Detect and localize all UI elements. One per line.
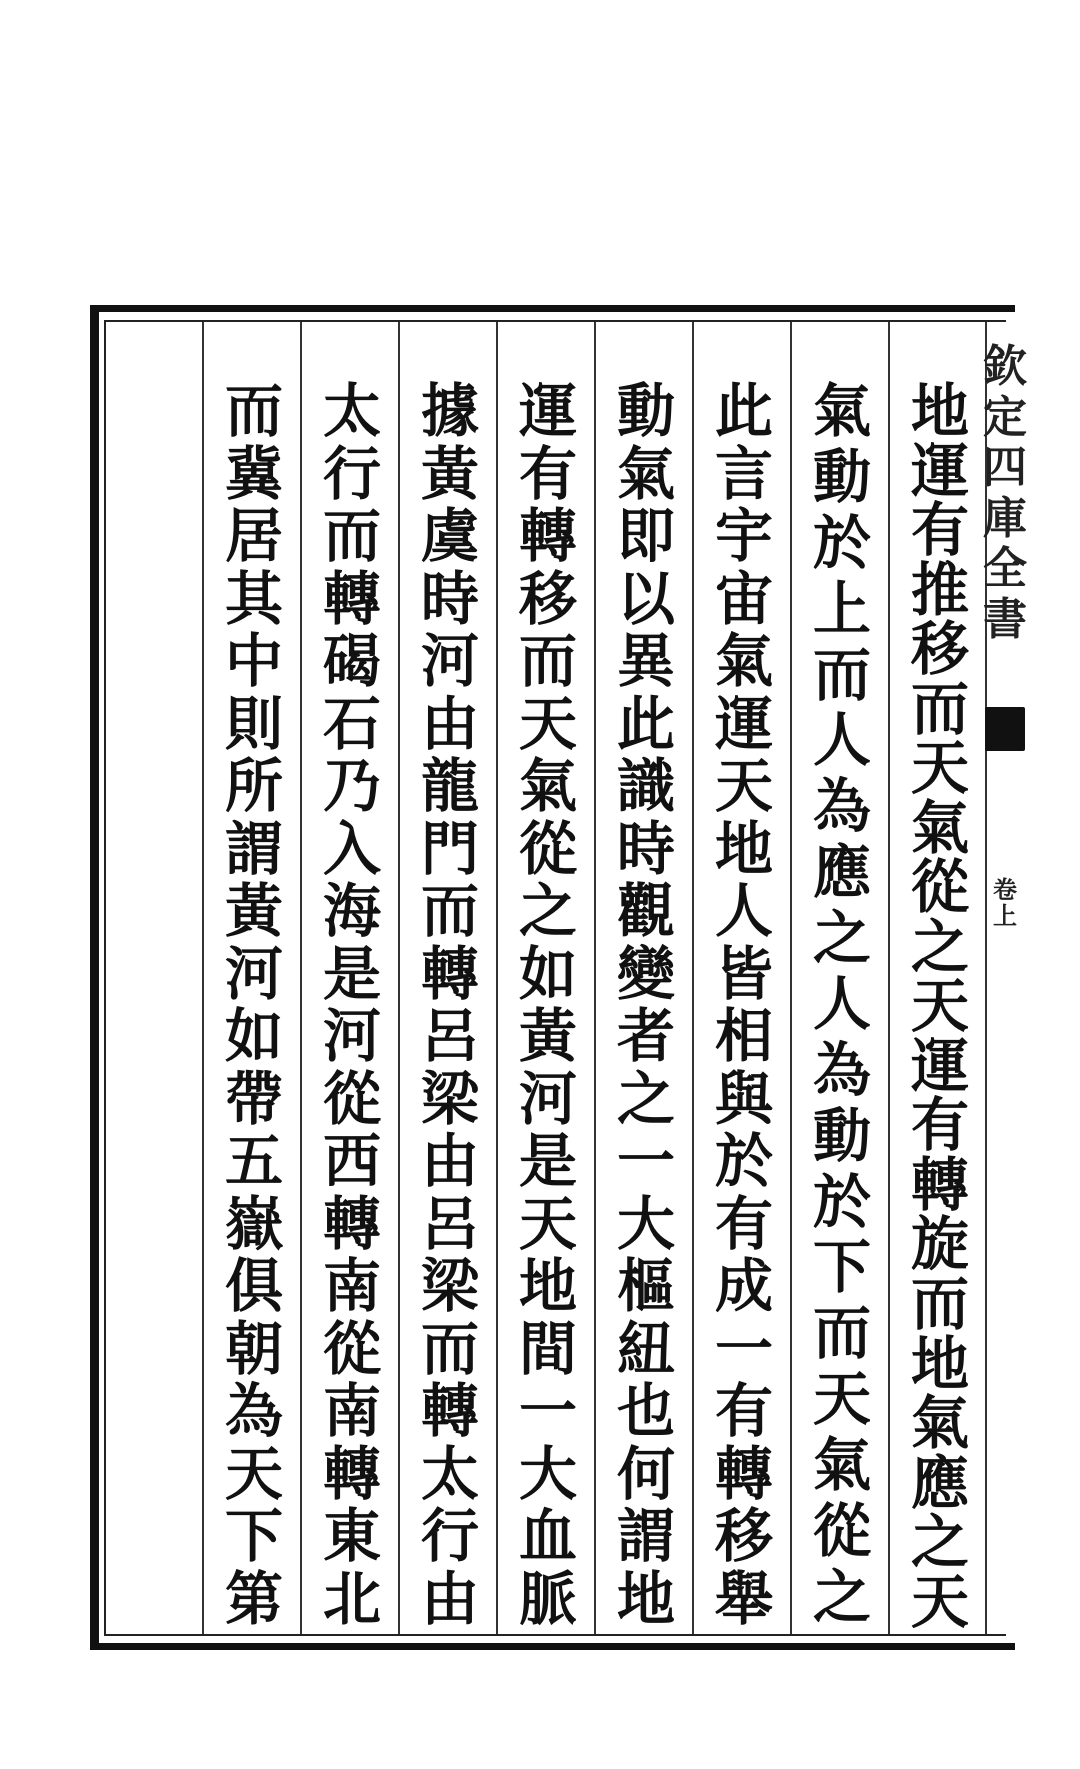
character: 變 [616, 939, 675, 1008]
character: 氣 [714, 627, 773, 695]
character: 從 [322, 1064, 381, 1133]
character: 宇 [714, 502, 773, 570]
character: 推 [910, 555, 969, 624]
character: 書 [983, 593, 1027, 645]
character: 轉 [420, 939, 479, 1008]
character: 有 [714, 1189, 773, 1258]
character: 欽 [983, 341, 1027, 392]
character: 移 [714, 1502, 773, 1570]
text-column-6 [400, 377, 500, 1633]
character: 有 [910, 1091, 969, 1160]
character: 大 [518, 1439, 577, 1508]
character: 而 [518, 627, 577, 695]
character: 而 [910, 674, 969, 743]
character: 應 [910, 1448, 969, 1517]
character: 黃 [518, 1002, 577, 1070]
character: 謂 [224, 814, 283, 883]
character: 之 [518, 877, 577, 945]
text-column-5 [498, 377, 598, 1633]
character: 動 [812, 1101, 871, 1170]
character: 乃 [322, 752, 381, 820]
character: 如 [224, 1002, 283, 1070]
character: 運 [714, 689, 773, 758]
character: 地 [518, 1252, 577, 1320]
character: 一 [518, 1377, 577, 1445]
character: 虞 [420, 502, 479, 570]
character: 樞 [616, 1252, 675, 1320]
character: 呂 [420, 1189, 479, 1258]
character: 天 [910, 972, 969, 1041]
character: 據 [420, 377, 479, 445]
character: 卷 [993, 875, 1017, 904]
character: 之 [812, 1562, 871, 1631]
character: 石 [322, 689, 381, 758]
character: 之 [812, 904, 871, 972]
character: 冀 [224, 439, 283, 508]
character: 動 [812, 442, 871, 511]
character: 移 [910, 615, 969, 684]
text-column-8 [204, 377, 304, 1633]
character: 是 [322, 939, 381, 1008]
character: 入 [322, 814, 381, 883]
character: 西 [322, 1127, 381, 1195]
character: 行 [322, 439, 381, 508]
character: 相 [714, 1002, 773, 1070]
character: 轉 [518, 502, 577, 570]
character: 由 [420, 689, 479, 758]
character: 氣 [812, 377, 871, 445]
character: 言 [714, 439, 773, 508]
character: 此 [616, 689, 675, 758]
character: 識 [616, 752, 675, 820]
character: 天 [910, 1567, 969, 1636]
character: 與 [714, 1064, 773, 1133]
character: 氣 [910, 793, 969, 862]
character: 朝 [224, 1314, 283, 1383]
character: 門 [420, 814, 479, 883]
character: 運 [518, 377, 577, 445]
character: 為 [812, 1035, 871, 1104]
character: 之 [910, 912, 969, 981]
text-column-4 [596, 377, 696, 1633]
character: 紐 [616, 1314, 675, 1383]
character: 南 [322, 1377, 381, 1445]
character: 下 [224, 1502, 283, 1570]
character: 太 [322, 377, 381, 445]
character: 地 [910, 377, 969, 445]
character: 於 [714, 1127, 773, 1195]
character: 宙 [714, 564, 773, 633]
character: 轉 [910, 1150, 969, 1219]
character: 謂 [616, 1502, 675, 1570]
character: 從 [910, 853, 969, 922]
character: 其 [224, 564, 283, 633]
character: 而 [812, 1299, 871, 1368]
character: 從 [812, 1496, 871, 1565]
character: 血 [518, 1502, 577, 1570]
book-title [985, 342, 1025, 646]
character: 一 [714, 1314, 773, 1383]
character: 從 [322, 1314, 381, 1383]
character: 一 [616, 1127, 675, 1195]
character: 行 [420, 1502, 479, 1570]
character: 轉 [714, 1439, 773, 1508]
character: 地 [616, 1564, 675, 1633]
volume-label [985, 877, 1025, 930]
text-column-3 [694, 377, 794, 1633]
character: 上 [812, 574, 871, 643]
character: 時 [616, 814, 675, 883]
character: 運 [910, 436, 969, 505]
character: 太 [420, 1439, 479, 1508]
character: 居 [224, 502, 283, 570]
character: 帶 [224, 1064, 283, 1133]
character: 上 [993, 901, 1017, 931]
character: 北 [322, 1564, 381, 1633]
character: 則 [224, 689, 283, 758]
character: 何 [616, 1439, 675, 1508]
character: 河 [322, 1002, 381, 1070]
character: 由 [420, 1127, 479, 1195]
character: 之 [910, 1508, 969, 1577]
character: 地 [910, 1329, 969, 1398]
character: 全 [983, 543, 1027, 595]
character: 以 [616, 564, 675, 633]
character: 河 [420, 627, 479, 695]
fish-tail-mark [985, 707, 1025, 751]
character: 四 [983, 442, 1027, 494]
character: 從 [518, 814, 577, 883]
character: 梁 [420, 1252, 479, 1320]
character: 碣 [322, 627, 381, 695]
character: 即 [616, 502, 675, 570]
character: 所 [224, 752, 283, 820]
character: 天 [518, 1189, 577, 1258]
character: 皆 [714, 939, 773, 1008]
character: 於 [812, 508, 871, 577]
character: 有 [714, 1377, 773, 1445]
character: 地 [714, 814, 773, 883]
character: 龍 [420, 752, 479, 820]
character: 脈 [518, 1564, 577, 1633]
character: 河 [518, 1064, 577, 1133]
character: 而 [420, 877, 479, 945]
character: 此 [714, 377, 773, 445]
text-column-2 [792, 377, 892, 1632]
character: 動 [616, 377, 675, 445]
text-column-1 [890, 377, 990, 1636]
character: 天 [224, 1439, 283, 1508]
character: 嶽 [224, 1189, 283, 1258]
text-column-7 [302, 377, 402, 1633]
character: 之 [616, 1064, 675, 1133]
character: 人 [812, 706, 871, 775]
character: 海 [322, 877, 381, 945]
character: 轉 [322, 1189, 381, 1258]
character: 觀 [616, 877, 675, 945]
character: 黃 [224, 877, 283, 945]
character: 河 [224, 939, 283, 1008]
character: 俱 [224, 1252, 283, 1320]
character: 為 [224, 1377, 283, 1445]
character: 天 [714, 752, 773, 820]
character: 是 [518, 1127, 577, 1195]
character: 中 [224, 627, 283, 695]
character: 氣 [910, 1389, 969, 1458]
character: 為 [812, 772, 871, 841]
character: 而 [224, 377, 283, 445]
character: 庫 [983, 492, 1027, 544]
character: 五 [224, 1127, 283, 1195]
character: 定 [983, 391, 1027, 443]
character: 氣 [616, 439, 675, 508]
character: 而 [420, 1314, 479, 1383]
character: 移 [518, 564, 577, 633]
character: 而 [322, 502, 381, 570]
character: 而 [910, 1269, 969, 1338]
character: 呂 [420, 1002, 479, 1070]
character: 轉 [322, 564, 381, 633]
character: 由 [420, 1564, 479, 1633]
character: 東 [322, 1502, 381, 1570]
character: 下 [812, 1233, 871, 1302]
character: 天 [910, 734, 969, 803]
character: 氣 [812, 1431, 871, 1499]
character: 也 [616, 1377, 675, 1445]
character: 南 [322, 1252, 381, 1320]
character: 梁 [420, 1064, 479, 1133]
character: 第 [224, 1564, 283, 1633]
character: 而 [812, 640, 871, 709]
character: 天 [518, 689, 577, 758]
character: 有 [518, 439, 577, 508]
character: 氣 [518, 752, 577, 820]
banxin-margin [985, 322, 1025, 1634]
character: 者 [616, 1002, 675, 1070]
character: 轉 [420, 1377, 479, 1445]
character: 於 [812, 1167, 871, 1236]
character: 黃 [420, 439, 479, 508]
character: 時 [420, 564, 479, 633]
character: 成 [714, 1252, 773, 1320]
character: 天 [812, 1365, 871, 1434]
character: 間 [518, 1314, 577, 1383]
character: 旋 [910, 1210, 969, 1279]
character: 運 [910, 1031, 969, 1100]
character: 應 [812, 838, 871, 907]
character: 人 [812, 969, 871, 1038]
character: 有 [910, 496, 969, 565]
character: 異 [616, 627, 675, 695]
character: 大 [616, 1189, 675, 1258]
character: 如 [518, 939, 577, 1008]
character: 轉 [322, 1439, 381, 1508]
character: 人 [714, 877, 773, 945]
character: 舉 [714, 1564, 773, 1633]
